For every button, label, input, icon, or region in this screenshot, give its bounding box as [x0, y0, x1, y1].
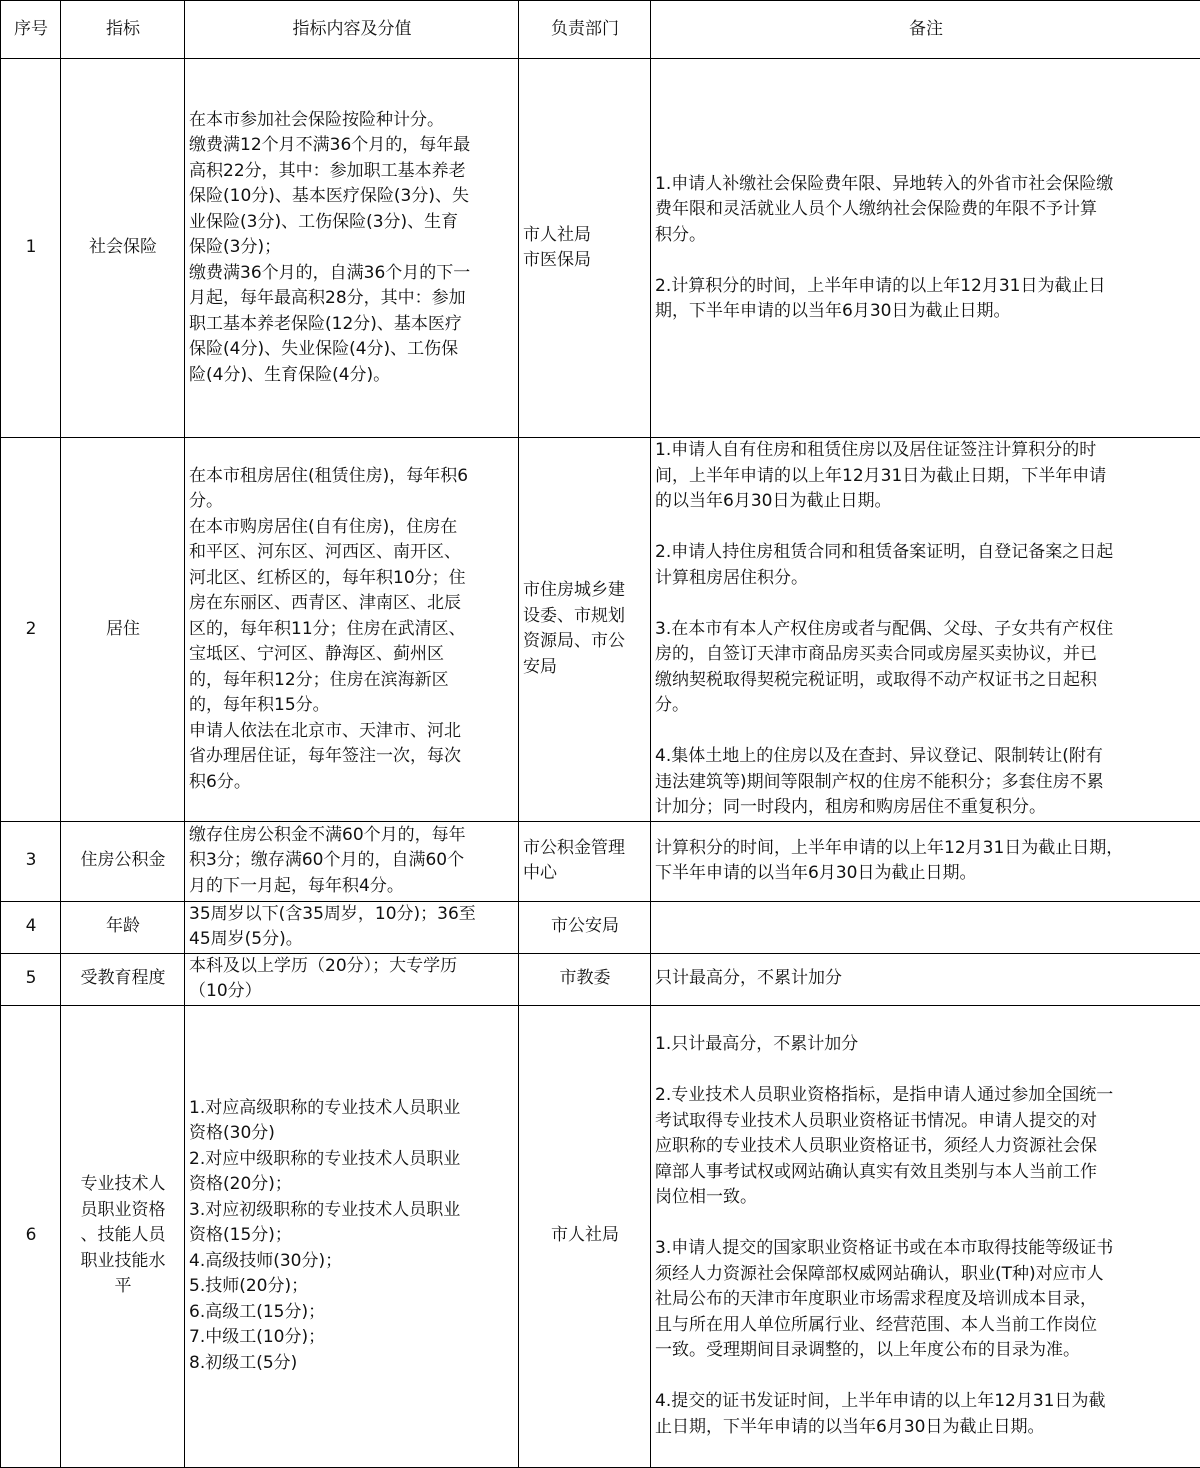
row-seq: 6	[1, 1005, 61, 1467]
row-indicator: 年龄	[61, 901, 185, 953]
row-seq: 4	[1, 901, 61, 953]
row-dept: 市住房城乡建 设委、市规划 资源局、市公 安局	[519, 438, 651, 822]
row-content: 在本市租房居住(租赁住房)，每年积6 分。 在本市购房居住(自有住房)，住房在 和平区、河东区、河西区、南开区、 河北区、红桥区的，每年积10分；住 房在东丽区、西青区、津南区、北辰 区的，每年积11分；住房在武清区、 宝坻区、宁河区、静海区、蓟州区 的，每年积12分；住房在滨海新区 的，每年积15分。 申请人依法在北京市、天津市、河北 省办理居住证，每年签注一次，每次 积6分。	[185, 438, 519, 822]
table-row	[1, 901, 1200, 953]
row-indicator: 居住	[61, 438, 185, 822]
header-row	[1, 1, 1200, 59]
header-indicator: 指标	[61, 1, 185, 59]
row-content: 35周岁以下(含35周岁，10分)；36至 45周岁(5分)。	[185, 901, 519, 953]
header-content: 指标内容及分值	[185, 1, 519, 59]
header-dept: 负责部门	[519, 1, 651, 59]
table-row	[1, 59, 1200, 438]
row-indicator: 专业技术人 员职业资格 、技能人员 职业技能水 平	[61, 1005, 185, 1467]
row-remarks: 计算积分的时间，上半年申请的以上年12月31日为截止日期， 下半年申请的以当年6月30日为截止日期。	[651, 821, 1200, 901]
row-content: 缴存住房公积金不满60个月的，每年 积3分；缴存满60个月的，自满60个 月的下一月起，每年积4分。	[185, 821, 519, 901]
row-seq: 5	[1, 953, 61, 1005]
row-dept: 市人社局 市医保局	[519, 59, 651, 438]
row-seq: 1	[1, 59, 61, 438]
row-seq: 3	[1, 821, 61, 901]
row-remarks: 1.只计最高分，不累计加分 2.专业技术人员职业资格指标，是指申请人通过参加全国统一 考试取得专业技术人员职业资格证书情况。申请人提交的对 应职称的专业技术人员职业资格证书，须经人力资源社会保 障部人事考试权或网站确认真实有效且类别与本人当前工作 岗位相一致。 3.申请人提交的国家职业资格证书或在本市取得技能等级证书 须经人力资源社会保障部权威网站确认，职业(T种)对应市人 社局公布的天津市年度职业市场需求程度及培训成本目录， 且与所在用人单位所属行业、经营范围、本人当前工作岗位 一致。受理期间目录调整的，以上年度公布的目录为准。 4.提交的证书发证时间，上半年申请的以上年12月31日为截 止日期，下半年申请的以当年6月30日为截止日期。	[651, 1005, 1200, 1467]
header-seq: 序号	[1, 1, 61, 59]
row-remarks: 1.申请人补缴社会保险费年限、异地转入的外省市社会保险缴 费年限和灵活就业人员个人缴纳社会保险费的年限不予计算 积分。 2.计算积分的时间，上半年申请的以上年12月31日为截止日 期，下半年申请的以当年6月30日为截止日期。	[651, 59, 1200, 438]
table-row	[1, 438, 1200, 822]
row-content: 本科及以上学历（20分）；大专学历 （10分）	[185, 953, 519, 1005]
table-row	[1, 953, 1200, 1005]
header-remarks: 备注	[651, 1, 1200, 59]
row-indicator: 受教育程度	[61, 953, 185, 1005]
row-seq: 2	[1, 438, 61, 822]
row-dept: 市人社局	[519, 1005, 651, 1467]
row-remarks	[651, 901, 1200, 953]
row-dept: 市公安局	[519, 901, 651, 953]
row-content: 1.对应高级职称的专业技术人员职业 资格(30分) 2.对应中级职称的专业技术人员职业 资格(20分)； 3.对应初级职称的专业技术人员职业 资格(15分)； 4.高级技师(30分)； 5.技师(20分)； 6.高级工(15分)； 7.中级工(10分)； 8.初级工(5分)	[185, 1005, 519, 1467]
table-row	[1, 1005, 1200, 1467]
row-remarks: 只计最高分，不累计加分	[651, 953, 1200, 1005]
row-indicator: 社会保险	[61, 59, 185, 438]
row-remarks: 1.申请人自有住房和租赁住房以及居住证签注计算积分的时 间，上半年申请的以上年12月31日为截止日期，下半年申请 的以当年6月30日为截止日期。 2.申请人持住房租赁合同和租赁备案证明，自登记备案之日起 计算租房居住积分。 3.在本市有本人产权住房或者与配偶、父母、子女共有产权住 房的，自签订天津市商品房买卖合同或房屋买卖协议，并已 缴纳契税取得契税完税证明，或取得不动产权证书之日起积 分。 4.集体土地上的住房以及在查封、异议登记、限制转让(附有 违法建筑等)期间等限制产权的住房不能积分；多套住房不累 计加分；同一时段内，租房和购房居住不重复积分。	[651, 438, 1200, 822]
row-dept: 市公积金管理 中心	[519, 821, 651, 901]
table-row	[1, 821, 1200, 901]
row-content: 在本市参加社会保险按险种计分。 缴费满12个月不满36个月的，每年最 高积22分，其中：参加职工基本养老 保险(10分)、基本医疗保险(3分)、失 业保险(3分)、工伤保险(3分)、生育 保险(3分)； 缴费满36个月的，自满36个月的下一 月起，每年最高积28分，其中：参加 职工基本养老保险(12分)、基本医疗 保险(4分)、失业保险(4分)、工伤保 险(4分)、生育保险(4分)。	[185, 59, 519, 438]
row-indicator: 住房公积金	[61, 821, 185, 901]
row-dept: 市教委	[519, 953, 651, 1005]
